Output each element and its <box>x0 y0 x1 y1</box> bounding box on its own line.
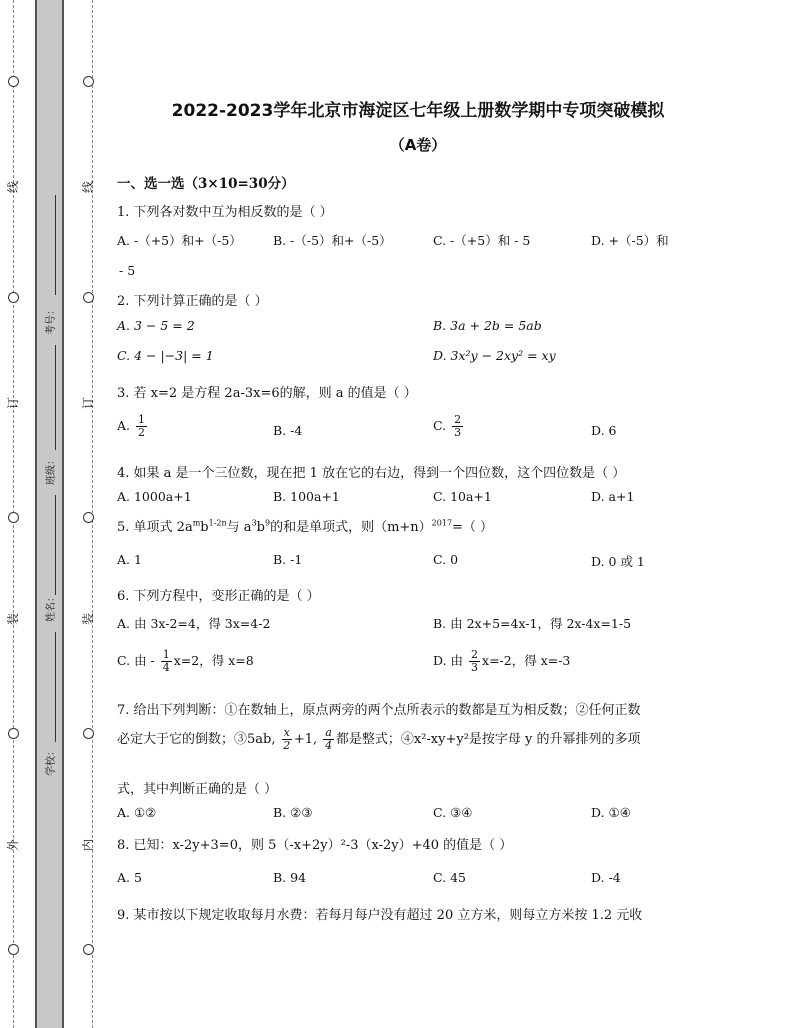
q6-option-d <box>433 649 570 674</box>
margin-char-xian: 线 <box>81 181 95 194</box>
q6-option-c-fraction <box>161 649 172 674</box>
fraction-denominator: 3 <box>454 426 462 439</box>
fraction-numerator: a <box>325 726 332 739</box>
q1-option-c: C. -（+5）和 - 5 <box>433 233 531 248</box>
q3-option-a-label: A. <box>117 418 131 433</box>
q1-option-d-continued: - 5 <box>119 263 136 278</box>
q7-text: +1, <box>293 732 318 747</box>
q4-option-a: A. 1000a+1 <box>117 489 192 504</box>
fraction-numerator: 1 <box>138 413 145 426</box>
question-5-stem <box>117 516 493 535</box>
binding-hole-marker <box>8 76 19 87</box>
xuexiao-fill-line <box>55 632 56 742</box>
q7-option-d: D. ①④ <box>591 805 631 820</box>
banji-label: 班级： <box>46 455 57 485</box>
q3-option-d: D. 6 <box>591 423 617 438</box>
q7-option-a: A. ①② <box>117 805 157 820</box>
q2-option-a: A. 3 − 5 = 2 <box>117 318 195 333</box>
xingming-label: 姓名： <box>46 592 57 622</box>
question-6-stem: 6. 下列方程中，变形正确的是（ ） <box>117 589 320 604</box>
banji-fill-line <box>55 345 56 450</box>
binding-hole-marker <box>8 944 19 955</box>
q7-option-b: B. ②③ <box>273 805 313 820</box>
q3-option-c-label: C. <box>433 418 447 433</box>
q4-option-b: B. 100a+1 <box>273 489 340 504</box>
binding-hole-marker <box>83 512 94 523</box>
q6-option-d-fraction <box>469 649 480 674</box>
q6-option-d-text: x=-2，得 x=-3 <box>482 653 571 668</box>
q5-stem-part: 与 a <box>226 520 252 535</box>
fraction-numerator: x <box>283 726 290 739</box>
q4-option-d: D. a+1 <box>591 489 635 504</box>
q5-stem-part: b <box>256 520 265 535</box>
q7-fraction-x-over-2 <box>282 727 292 752</box>
q2-option-b: B. 3a + 2b = 5ab <box>433 318 542 333</box>
question-3-stem: 3. 若 x=2 是方程 2a-3x=6的解，则 a 的值是（ ） <box>117 386 417 401</box>
q5-exponent: 3 <box>251 518 257 528</box>
xingming-fill-line <box>55 495 56 595</box>
margin-char-zhuang: 装 <box>6 613 20 626</box>
q7-fraction-a-over-4 <box>323 727 334 752</box>
question-7-line2 <box>117 727 641 752</box>
q5-exponent: 1-2n <box>208 518 227 528</box>
q6-option-a: A. 由 3x-2=4，得 3x=4-2 <box>117 616 271 631</box>
margin-char-ding: 订 <box>81 397 95 410</box>
q5-stem-part: b <box>200 520 209 535</box>
q6-option-c-text: x=2，得 x=8 <box>173 653 254 668</box>
q7-option-c: C. ③④ <box>433 805 473 820</box>
binding-hole-marker <box>83 292 94 303</box>
question-8-stem: 8. 已知：x-2y+3=0，则 5（-x+2y）²-3（x-2y）+40 的值是（ ） <box>117 838 513 853</box>
margin-char-zhuang: 装 <box>81 613 95 626</box>
q3-option-a <box>117 414 149 439</box>
q6-option-d-text: D. 由 <box>433 653 464 668</box>
margin-char-nei: 内 <box>81 839 95 852</box>
question-9-stem: 9. 某市按以下规定收取每月水费：若每月每户没有超过 20 立方米，则每立方米按 1.2 元收 <box>117 908 643 923</box>
fraction-numerator: 1 <box>162 648 170 661</box>
q6-option-c-text: C. 由 - <box>117 653 155 668</box>
q8-option-d: D. -4 <box>591 870 621 885</box>
fraction-numerator: 2 <box>454 413 462 426</box>
binding-hole-marker <box>8 512 19 523</box>
q8-option-c: C. 45 <box>433 870 466 885</box>
paper-subtitle: （A卷） <box>389 136 447 154</box>
q5-option-c: C. 0 <box>433 552 459 567</box>
q1-option-d: D. +（-5）和 <box>591 233 669 248</box>
binding-hole-marker <box>8 292 19 303</box>
q7-text: 都是整式；④x²-xy+y²是按字母 y 的升幂排列的多项 <box>335 732 641 747</box>
question-2-stem: 2. 下列计算正确的是（ ） <box>117 294 268 309</box>
section-heading: 一、选一选（3×10=30分） <box>117 176 295 192</box>
q1-option-b: B. -（-5）和+（-5） <box>273 233 392 248</box>
binding-hole-marker <box>83 728 94 739</box>
q3-option-c <box>433 414 465 439</box>
binding-strip <box>35 0 64 1028</box>
q7-text: 必定大于它的倒数；③5ab, <box>117 732 276 747</box>
q6-option-c <box>117 649 254 674</box>
margin-char-wai: 外 <box>6 839 20 852</box>
q3-option-b: B. -4 <box>273 423 303 438</box>
q5-exponent: 9 <box>264 518 271 528</box>
xuexiao-label: 学校： <box>46 746 57 776</box>
q4-option-c: C. 10a+1 <box>433 489 492 504</box>
kaohao-label: 考号： <box>46 305 57 335</box>
q5-option-b: B. -1 <box>273 552 303 567</box>
q5-stem-part: =（ ） <box>452 520 494 535</box>
q3-option-a-fraction <box>136 414 147 439</box>
kaohao-fill-line <box>55 195 56 295</box>
q5-stem-part: 5. 单项式 2a <box>117 520 193 535</box>
fraction-denominator: 2 <box>283 739 291 752</box>
fraction-denominator: 4 <box>162 661 170 674</box>
q5-option-a: A. 1 <box>117 552 142 567</box>
question-7-line3: 式，其中判断正确的是（ ） <box>117 782 278 797</box>
question-4-stem: 4. 如果 a 是一个三位数，现在把 1 放在它的右边，得到一个四位数，这个四位数是（ ） <box>117 466 626 481</box>
q2-option-d: D. 3x²y − 2xy² = xy <box>433 348 556 363</box>
margin-char-xian: 线 <box>6 181 20 194</box>
fraction-numerator: 2 <box>471 648 479 661</box>
question-7-line1: 7. 给出下列判断：①在数轴上，原点两旁的两个点所表示的数都是互为相反数；②任何正数 <box>117 703 641 718</box>
q5-stem-part: 的和是单项式，则（m+n） <box>270 520 432 535</box>
fraction-denominator: 2 <box>138 426 145 439</box>
q5-exponent: 2017 <box>431 518 453 528</box>
q2-option-c: C. 4 − |−3| = 1 <box>117 348 214 363</box>
fraction-denominator: 4 <box>325 739 333 752</box>
q5-exponent: m <box>192 518 201 528</box>
question-1-stem: 1. 下列各对数中互为相反数的是（ ） <box>117 205 333 220</box>
binding-hole-marker <box>83 944 94 955</box>
fraction-denominator: 3 <box>471 661 479 674</box>
q8-option-a: A. 5 <box>117 870 142 885</box>
q8-option-b: B. 94 <box>273 870 307 885</box>
margin-char-ding: 订 <box>6 397 20 410</box>
q3-option-c-fraction <box>452 414 463 439</box>
q5-option-d: D. 0 或 1 <box>591 554 645 569</box>
paper-title: 2022-2023学年北京市海淀区七年级上册数学期中专项突破模拟 <box>171 101 665 121</box>
q1-option-a: A. -（+5）和+（-5） <box>117 233 242 248</box>
q6-option-b: B. 由 2x+5=4x-1，得 2x-4x=1-5 <box>433 616 632 631</box>
binding-hole-marker <box>83 76 94 87</box>
binding-hole-marker <box>8 728 19 739</box>
